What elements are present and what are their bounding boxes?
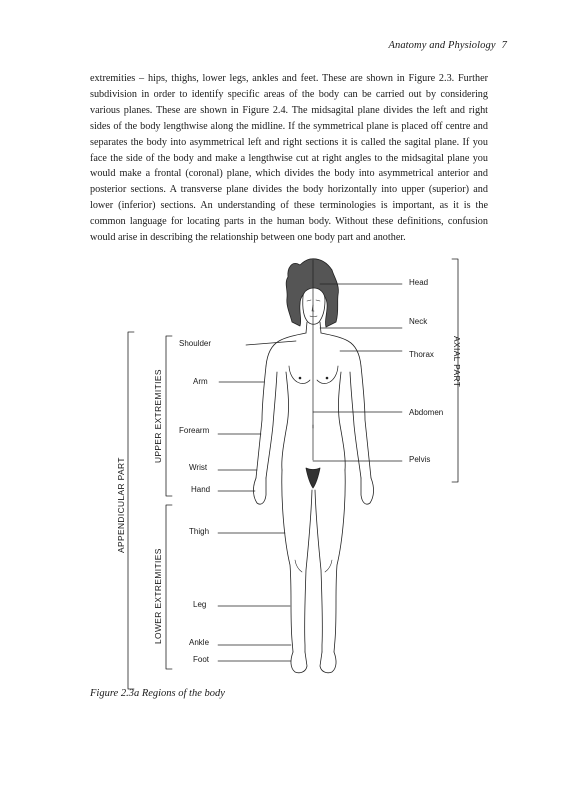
running-title: Anatomy and Physiology xyxy=(388,40,496,51)
label-neck: Neck xyxy=(409,317,428,326)
face-features xyxy=(307,300,320,317)
face-outline xyxy=(303,288,325,324)
label-abdomen: Abdomen xyxy=(409,408,444,417)
right-hand xyxy=(361,478,374,504)
appendicular-bracket xyxy=(128,332,134,689)
breasts xyxy=(289,366,338,384)
left-arm xyxy=(256,366,277,478)
right-arm xyxy=(350,366,371,478)
right-foot xyxy=(320,652,336,673)
label-foot: Foot xyxy=(193,655,210,664)
label-wrist: Wrist xyxy=(189,463,208,472)
axial-bracket xyxy=(452,259,458,482)
knee-details xyxy=(295,560,332,572)
label-hand: Hand xyxy=(191,485,211,494)
page-number: 7 xyxy=(501,40,507,51)
torso-sides xyxy=(282,372,345,470)
label-thorax: Thorax xyxy=(409,350,434,359)
torso-outline xyxy=(266,333,361,366)
label-head: Head xyxy=(409,278,429,287)
left-foot xyxy=(291,652,307,673)
shoulder-leader xyxy=(246,341,296,345)
figure-caption: Figure 2.3a Regions of the body xyxy=(90,688,225,699)
lower-bracket xyxy=(166,505,172,669)
label-leg: Leg xyxy=(193,600,207,609)
label-upper-extremities: UPPER EXTREMITIES xyxy=(153,369,163,463)
neck-outline xyxy=(306,322,321,333)
label-lower-extremities: LOWER EXTREMITIES xyxy=(153,548,163,644)
right-leg xyxy=(315,470,345,652)
label-pelvis: Pelvis xyxy=(409,455,431,464)
label-shoulder: Shoulder xyxy=(179,339,212,348)
label-forearm: Forearm xyxy=(179,426,210,435)
left-hand xyxy=(253,478,266,504)
pelvis-detail xyxy=(306,468,320,488)
body-paragraph: extremities – hips, thighs, lower legs, ankles and feet. These are shown in Figure 2.3. Further subdivision in order to identify specific areas of the body can be carried out by considering various planes. These are shown in Figure 2.4. The midsagital plane divides the left and right sides of the body lengthwise along the midline. If the symmetrical plane is placed off centre and separates the body into asymmetrical left and right sections it is called the sagital plane. If you face the side of the body and make a lengthwise cut at right angles to the midsagital plane you would make a frontal (coronal) plane, which divides the body into asymmetrical anterior and posterior sections. A transverse plane divides the body horizontally into upper (superior) and lower (inferior) sections. An understanding of these terminologies is important, as it is the common language for locating parts in the human body. Without these definitions, confusion would arise in describing the relationship between one body part and another. xyxy=(90,73,488,244)
left-leg xyxy=(282,470,312,652)
label-arm: Arm xyxy=(193,377,208,386)
label-appendicular-part: APPENDICULAR PART xyxy=(116,457,126,553)
label-thigh: Thigh xyxy=(189,527,210,536)
hair-outline xyxy=(286,259,338,327)
running-header xyxy=(388,40,507,51)
label-ankle: Ankle xyxy=(189,638,210,647)
upper-bracket xyxy=(166,336,172,496)
label-axial-part: AXIAL PART xyxy=(452,336,462,388)
